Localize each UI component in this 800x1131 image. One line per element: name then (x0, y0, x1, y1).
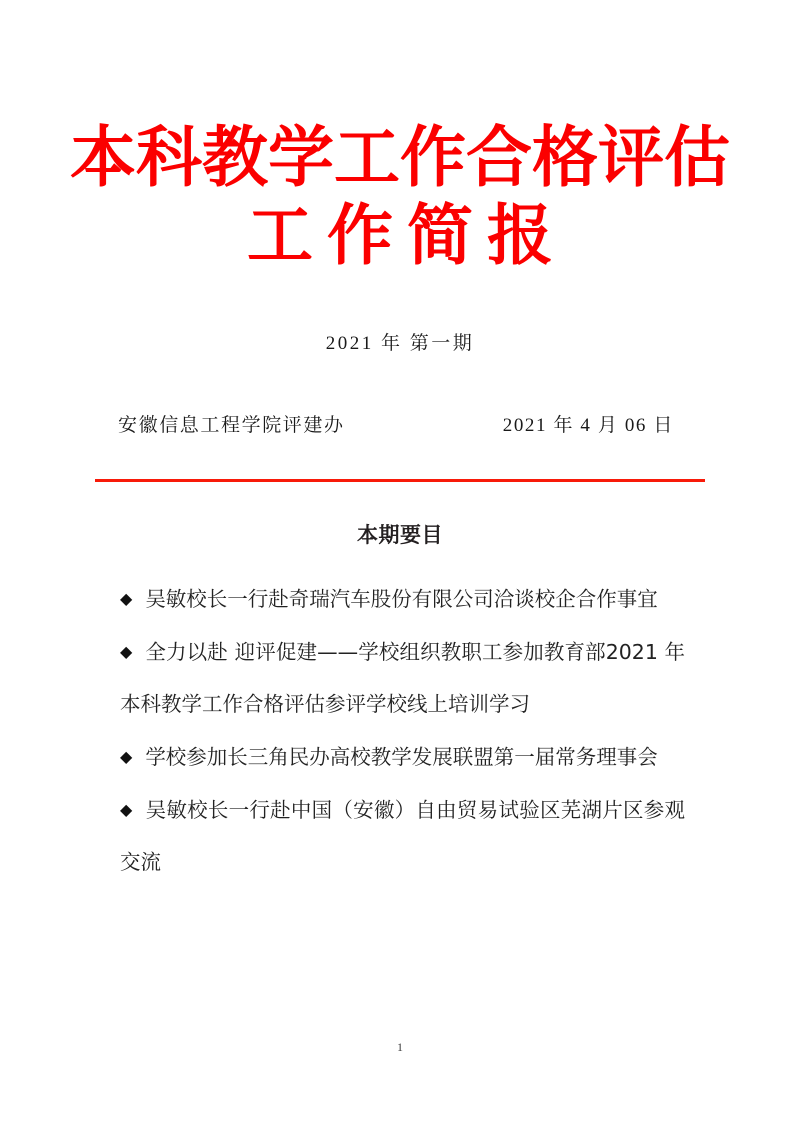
diamond-bullet-icon: ◆ (120, 800, 133, 819)
list-item (120, 626, 685, 730)
imprint-date: 2021 年 4 月 06 日 (502, 415, 674, 436)
diamond-bullet-icon: ◆ (120, 642, 133, 661)
list-item (120, 731, 685, 783)
list-item-label: 吴敏校长一行赴奇瑞汽车股份有限公司洽谈校企合作事宜 (145, 587, 658, 611)
imprint-row (0, 410, 800, 437)
list-item (120, 573, 685, 625)
contents-list (0, 573, 800, 888)
masthead (0, 0, 800, 273)
masthead-title-line-2: 工作简报 (247, 200, 567, 273)
list-item (120, 784, 685, 888)
imprint-issuer: 安徽信息工程学院评建办 (118, 415, 345, 436)
masthead-title-line-1: 本科教学工作合格评估 (70, 122, 730, 195)
list-item-label: 全力以赴 迎评促建——学校组织教职工参加教育部2021 年本科教学工作合格评估参评学校线上培训学习 (120, 640, 685, 716)
diamond-bullet-icon: ◆ (120, 589, 133, 608)
red-divider (95, 479, 705, 482)
page-number: 1 (397, 1040, 403, 1054)
red-divider-wrap (0, 479, 800, 482)
diamond-bullet-icon: ◆ (120, 747, 133, 766)
list-item-label: 学校参加长三角民办高校教学发展联盟第一届常务理事会 (145, 745, 658, 769)
list-item-label: 吴敏校长一行赴中国（安徽）自由贸易试验区芜湖片区参观交流 (120, 798, 685, 874)
issue-line: 2021 年 第一期 (325, 333, 475, 354)
contents-heading: 本期要目 (357, 523, 443, 547)
